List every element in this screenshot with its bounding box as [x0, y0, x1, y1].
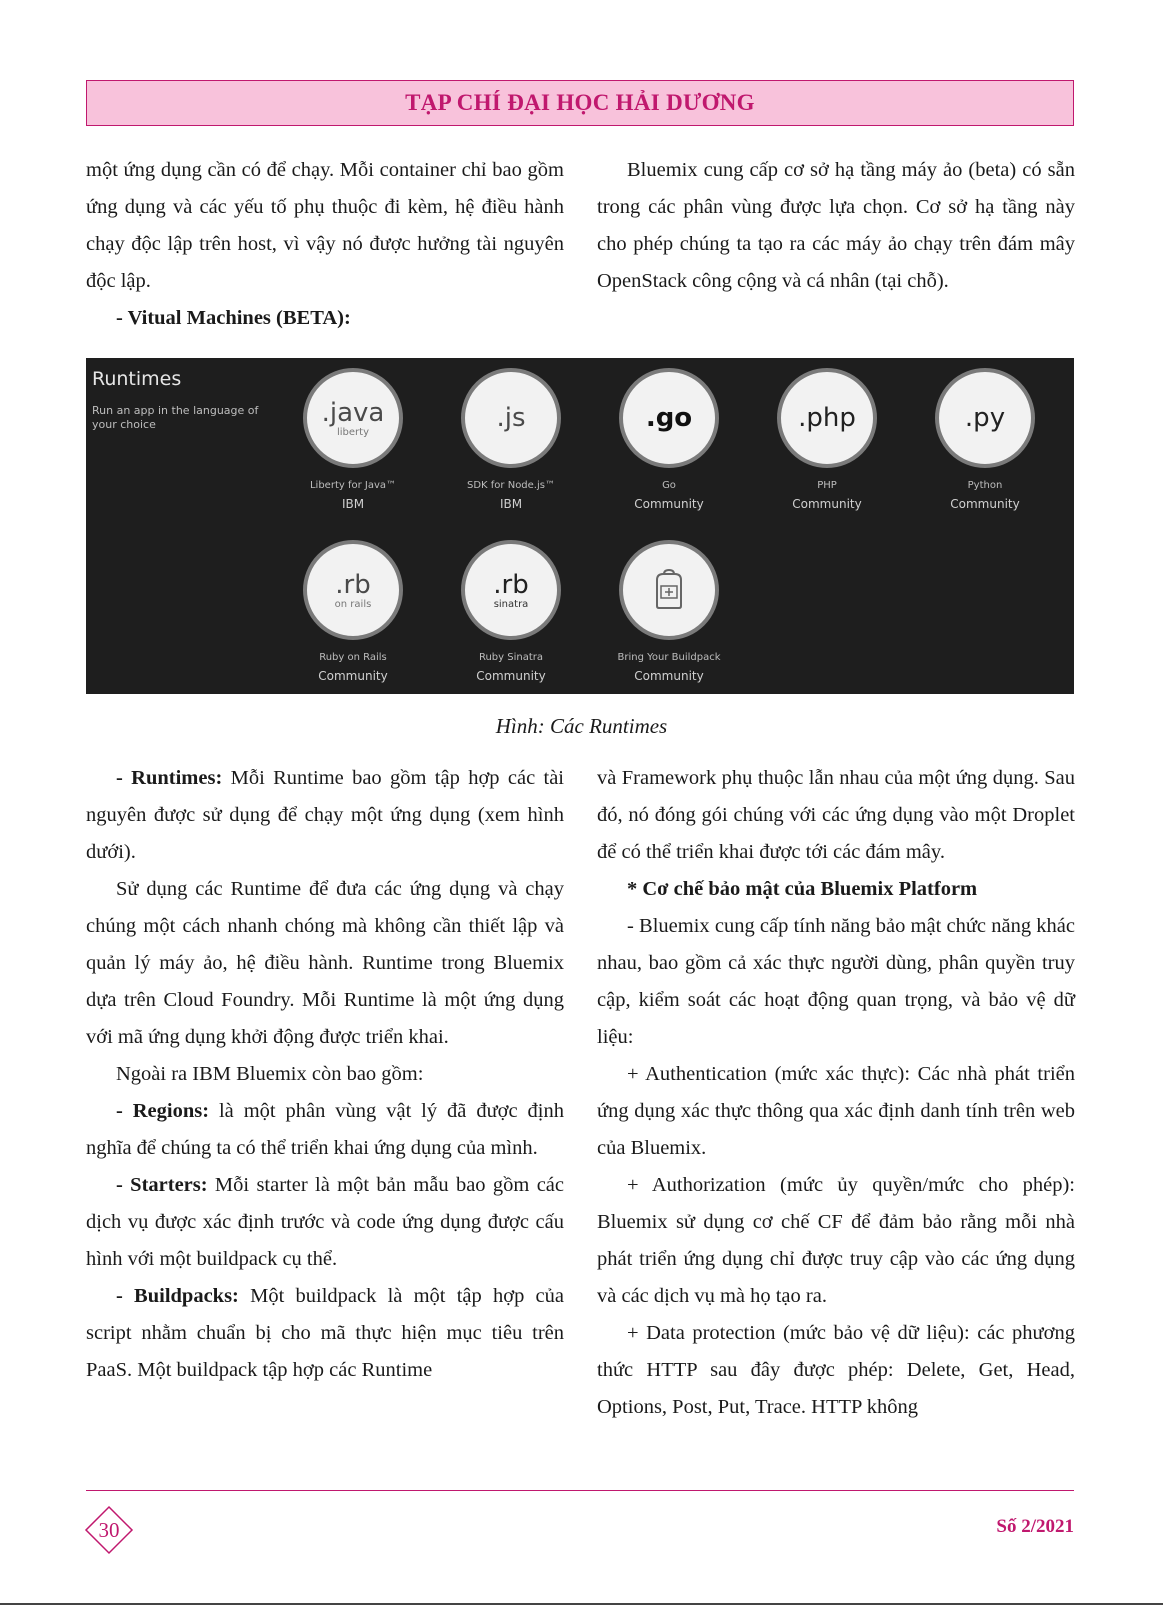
runtimes-figure — [86, 358, 1074, 694]
runtime-tile-python[interactable] — [910, 368, 1060, 511]
section-heading: * Cơ chế bảo mật của Bluemix Platform — [627, 878, 978, 900]
runtime-tile-ruby-rails[interactable] — [278, 540, 428, 683]
runtime-name: Python — [967, 480, 1003, 491]
buildpacks-paragraph: - Buildpacks: Một buildpack là một tập hợp của script nhằm chuẩn bị cho mã thực hiện mục tiêu trên PaaS. Một buildpack tập hợp các Runtime — [86, 1285, 565, 1381]
runtime-name: Ruby on Rails — [319, 652, 387, 663]
journal-title: TẠP CHÍ ĐẠI HỌC HẢI DƯƠNG — [405, 90, 755, 115]
main-right-column — [597, 760, 1075, 1426]
figure-subtitle: Run an app in the language of your choice — [92, 404, 259, 431]
runtime-tile-ruby-sinatra[interactable] — [436, 540, 586, 683]
go-logo: .go — [619, 368, 719, 468]
figure-caption: Hình: Các Runtimes — [495, 714, 668, 738]
runtime-name: SDK for Node.js™ — [467, 480, 555, 491]
runtime-provider: IBM — [341, 497, 365, 511]
vm-heading: - Vitual Machines (BETA): — [116, 307, 351, 329]
runtime-tile-php[interactable] — [752, 368, 902, 511]
paragraph: + Authorization (mức ủy quyền/mức cho phép): Bluemix sử dụng cơ chế CF để đảm bảo rằng mỗi nhà phát triển ứng dụng chỉ được truy cập vào các ứng dụng và các dịch vụ mà họ tạo ra. — [597, 1174, 1075, 1307]
runtimes-paragraph: - Runtimes: Mỗi Runtime bao gồm tập hợp các tài nguyên được sử dụng để chạy một ứng dụng (xem hình dưới). — [86, 767, 565, 863]
runtime-name: Liberty for Java™ — [309, 480, 397, 491]
journal-header — [86, 80, 1074, 126]
paragraph: Bluemix cung cấp cơ sở hạ tầng máy ảo (beta) có sẵn trong các phân vùng được lựa chọn. Cơ sở hạ tầng này cho phép chúng ta tạo ra các máy ảo chạy trên đám mây OpenStack công cộng và cá nhân (tại chỗ). — [597, 159, 1075, 292]
runtime-provider: Community — [792, 497, 862, 511]
page-number: 30 — [98, 1518, 120, 1542]
runtime-name: Bring Your Buildpack — [617, 652, 721, 663]
runtime-name: PHP — [817, 480, 837, 491]
top-left-column — [86, 152, 564, 337]
top-right-column — [597, 152, 1075, 300]
js-logo: .js — [461, 368, 561, 468]
page-bottom-rule — [0, 1603, 1163, 1605]
runtime-tile-go[interactable] — [594, 368, 744, 511]
runtime-provider: Community — [634, 669, 704, 683]
runtime-provider: Community — [634, 497, 704, 511]
runtime-provider: Community — [318, 669, 388, 683]
paragraph: và Framework phụ thuộc lẫn nhau của một ứng dụng. Sau đó, nó đóng gói chúng với các ứng dụng vào một Droplet để có thể triển khai được tới các đám mây. — [597, 767, 1075, 863]
runtime-tile-java[interactable] — [278, 368, 428, 511]
regions-paragraph: - Regions: là một phân vùng vật lý đã được định nghĩa để chúng ta có thể triển khai ứng dụng của mình. — [86, 1100, 564, 1159]
paragraph: Sử dụng các Runtime để đưa các ứng dụng và chạy chúng một cách nhanh chóng mà không cần thiết lập và quản lý máy ảo, hệ điều hành. Runtime trong Bluemix dựa trên Cloud Foundry. Mỗi Runtime là một ứng dụng với mã ứng dụng khởi động được triển khai. — [86, 878, 564, 1048]
runtime-provider: IBM — [499, 497, 523, 511]
paragraph: - Bluemix cung cấp tính năng bảo mật chức năng khác nhau, bao gồm cả xác thực người dùng, phân quyền truy cập, kiểm soát các hoạt động quan trọng, và bảo vệ dữ liệu: — [597, 915, 1075, 1048]
runtime-tile-buildpack[interactable] — [594, 540, 744, 683]
issue-label: Số 2/2021 — [996, 1516, 1074, 1537]
figure-title: Runtimes — [92, 368, 182, 390]
runtime-provider: Community — [950, 497, 1020, 511]
paragraph: một ứng dụng cần có để chạy. Mỗi container chỉ bao gồm ứng dụng và các yếu tố phụ thuộc đi kèm, hệ điều hành chạy độc lập trên host, vì vậy nó được hưởng tài nguyên độc lập. — [86, 159, 564, 292]
paragraph: + Data protection (mức bảo vệ dữ liệu): các phương thức HTTP sau đây được phép: Delete, Get, Head, Options, Post, Put, Trace. HTTP không — [597, 1322, 1075, 1418]
backpack-icon — [619, 540, 719, 640]
runtime-tile-js[interactable] — [436, 368, 586, 511]
ruby-rails-logo: .rb on rails — [303, 540, 403, 640]
runtime-provider: Community — [476, 669, 546, 683]
runtime-name: Go — [662, 480, 676, 491]
java-logo: .java liberty — [303, 368, 403, 468]
paragraph: + Authentication (mức xác thực): Các nhà phát triển ứng dụng xác thực thông qua xác định danh tính trên web của Bluemix. — [597, 1063, 1075, 1159]
main-left-column — [86, 760, 564, 1389]
paragraph: Ngoài ra IBM Bluemix còn bao gồm: — [116, 1063, 424, 1085]
python-logo: .py — [935, 368, 1035, 468]
runtime-name: Ruby Sinatra — [478, 652, 544, 663]
starters-paragraph: - Starters: Mỗi starter là một bản mẫu bao gồm các dịch vụ được xác định trước và code ứng dụng được cấu hình với một buildpack cụ thể. — [86, 1174, 564, 1270]
php-logo: .php — [777, 368, 877, 468]
ruby-sinatra-logo: .rb sinatra — [461, 540, 561, 640]
footer-divider — [86, 1490, 1074, 1491]
